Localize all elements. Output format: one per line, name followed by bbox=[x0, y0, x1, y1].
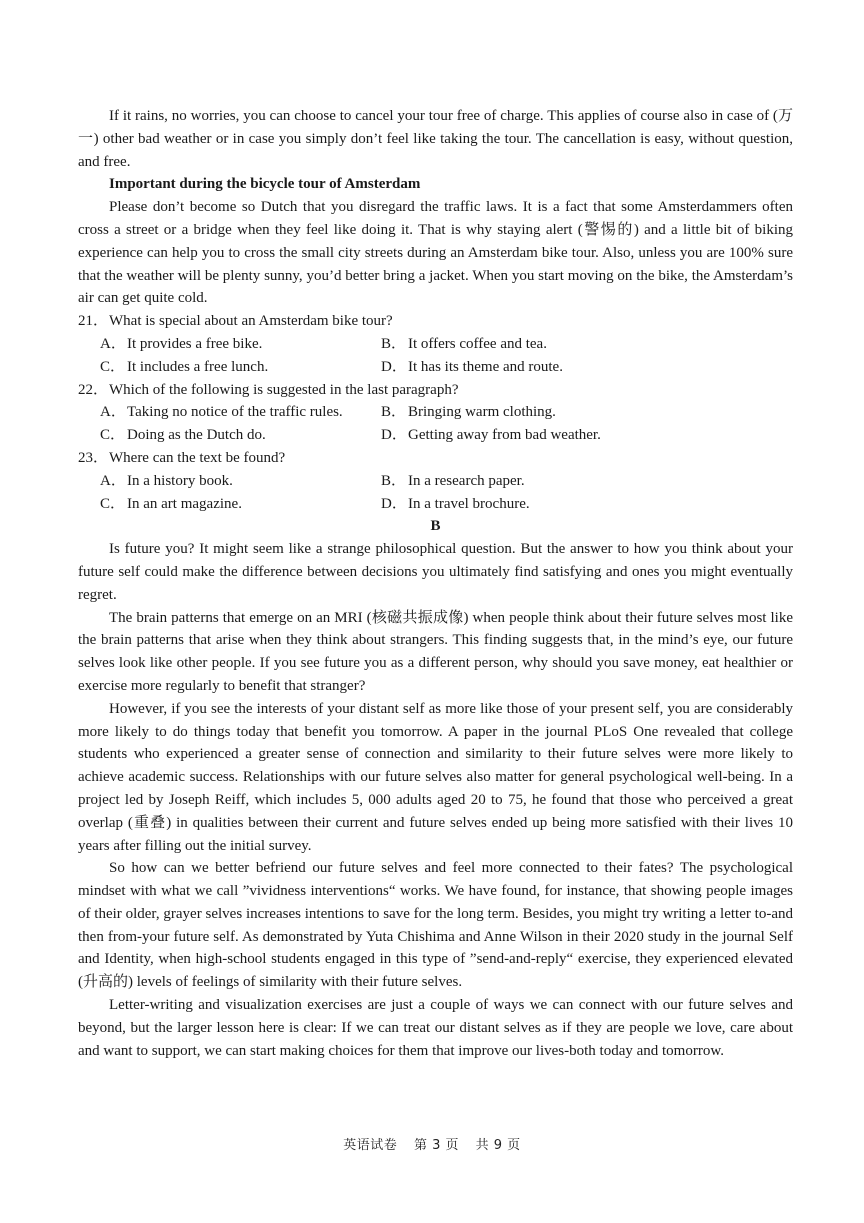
option-d: D．Getting away from bad weather. bbox=[381, 427, 601, 444]
options-row bbox=[78, 356, 793, 379]
question-text: Where can the text be found? bbox=[109, 449, 286, 466]
passage-b-paragraph-1: Is future you? It might seem like a strange philosophical question. But the answer to how you think about your future self could make the difference between decisions you ultimately find satisfying and ones you might eventually regret. bbox=[78, 541, 793, 603]
option-c: C． Doing as the Dutch do. bbox=[100, 427, 266, 444]
option-a: A．It provides a free bike. bbox=[100, 335, 263, 352]
question-number: 23． bbox=[78, 449, 109, 466]
options-row bbox=[78, 424, 793, 447]
question-text: Which of the following is suggested in the last paragraph? bbox=[109, 381, 459, 398]
passage-b-paragraph-3: However, if you see the interests of your distant self as more like those of your present self, you are considerably more likely to do things today that benefit you tomorrow. A paper in the journal PLoS One revealed that college students who experienced a greater sense of connection and similarity to their future selves were more likely to achieve academic success. Relationships with our future selves also matter for general psychological well-being. In a project led by Joseph Reiff, which includes 5, 000 adults aged 20 to 75, he found that those who perceived a great overlap (重叠) in qualities between their current and future selves ended up being more satisfied with their lives 10 years after filling out the initial survey. bbox=[78, 700, 793, 854]
option-d: D．In a travel brochure. bbox=[381, 495, 530, 512]
option-c: C． In an art magazine. bbox=[100, 495, 242, 512]
passage-a-paragraph-1: If it rains, no worries, you can choose to cancel your tour free of charge. This applies of course also in case of (万一) other bad weather or in case you simply don’t feel like taking the tour. The cancellation is easy, without question, and free. bbox=[78, 108, 793, 170]
option-b: B． In a research paper. bbox=[381, 472, 525, 489]
option-b: B． It offers coffee and tea. bbox=[381, 335, 547, 352]
passage-b-paragraph-2: The brain patterns that emerge on an MRI (核磁共振成像) when people think about their future selves most like the brain patterns that arise when they think about strangers. This finding suggests that, in the mind’s eye, our future selves look like other people. If you see future you as a different person, why should you save money, eat healthier or exercise more regularly to benefit that stranger? bbox=[78, 609, 793, 694]
footer-total-pages: 共 9 页 bbox=[475, 1138, 521, 1153]
question-text: What is special about an Amsterdam bike tour? bbox=[109, 313, 393, 330]
page-footer bbox=[0, 1134, 864, 1153]
passage-b-paragraph-5: Letter-writing and visualization exercises are just a couple of ways we can connect with our future selves and beyond, but the larger lesson here is clear: If we can treat our distant selves as if they are people we love, care about and want to support, we can start making choices for them that improve our lives-both today and tomorrow. bbox=[78, 997, 793, 1059]
options-row bbox=[78, 470, 793, 493]
exam-page bbox=[78, 105, 793, 1062]
option-d: D．It has its theme and route. bbox=[381, 358, 563, 375]
options-row bbox=[78, 401, 793, 424]
option-c: C． It includes a free lunch. bbox=[100, 358, 269, 375]
section-heading: Important during the bicycle tour of Amsterdam bbox=[109, 176, 421, 193]
footer-subject: 英语试卷 bbox=[343, 1138, 398, 1153]
options-row bbox=[78, 493, 793, 516]
question-number: 22． bbox=[78, 381, 109, 398]
passage-a-paragraph-2: Please don’t become so Dutch that you disregard the traffic laws. It is a fact that some Amsterdammers often cross a street or a bridge when they feel like doing it. That is why staying alert (警惕的) and a little bit of biking experience can help you to cross the small city streets during an Amsterdam bike tour. Also, unless you are 100% sure that the weather will be plenty sunny, you’d better bring a jacket. When you start moving on the bike, the Amsterdam’s air can get quite cold. bbox=[78, 199, 793, 307]
question-22 bbox=[78, 379, 793, 402]
footer-page-number: 第 3 页 bbox=[413, 1138, 459, 1153]
question-21 bbox=[78, 310, 793, 333]
option-a: A．In a history book. bbox=[100, 472, 233, 489]
question-number: 21． bbox=[78, 313, 109, 330]
passage-b-paragraph-4: So how can we better befriend our future selves and feel more connected to their fates? The psychological mindset with what we call ”vividness interventions“ works. We have found, for instance, that showing people images of their older, grayer selves increases intentions to save for the long term. Besides, you might try writing a letter to-and then from-your future self. As demonstrated by Yuta Chishima and Anne Wilson in their 2020 study in the journal Self and Identity, when high-school students engaged in this type of ”send-and-reply“ exercise, they experienced elevated (升高的) levels of feelings of similarity with their future selves. bbox=[78, 860, 793, 991]
options-row bbox=[78, 333, 793, 356]
option-b: B． Bringing warm clothing. bbox=[381, 404, 556, 421]
question-23 bbox=[78, 447, 793, 470]
option-a: A．Taking no notice of the traffic rules. bbox=[100, 404, 343, 421]
passage-b-label: B bbox=[430, 518, 441, 535]
